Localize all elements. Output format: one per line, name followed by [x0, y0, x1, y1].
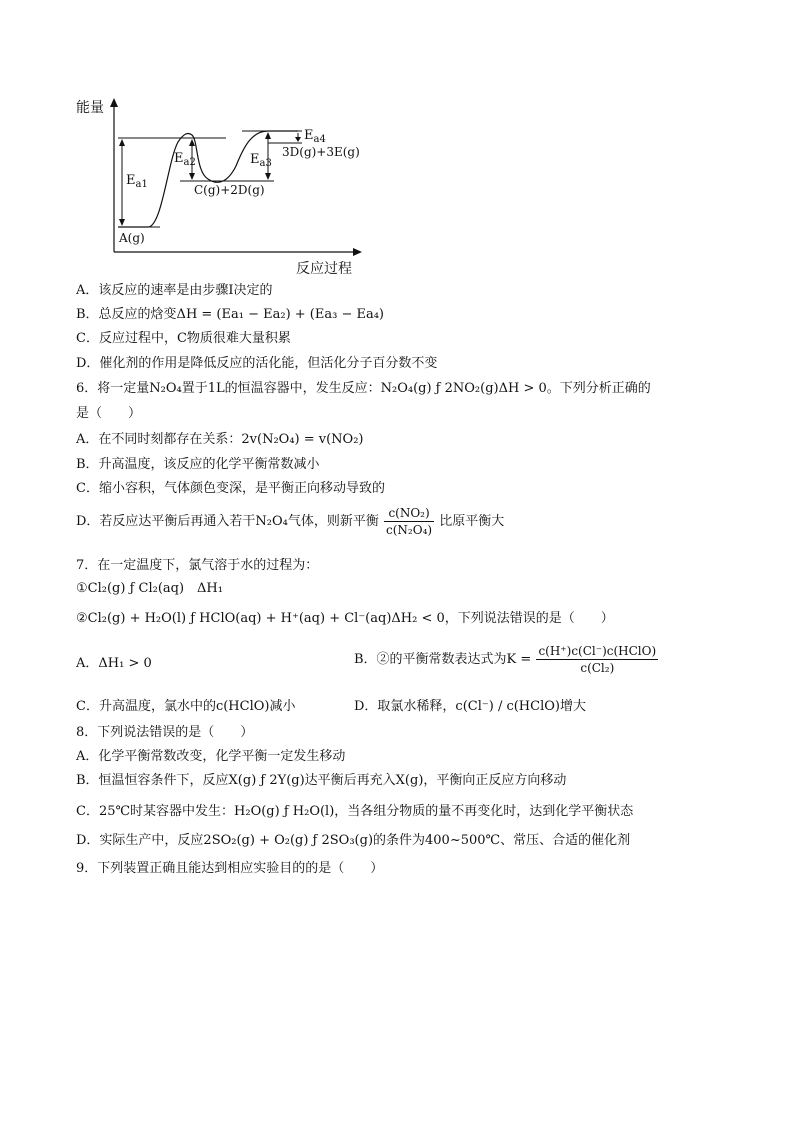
label-ea4: $E_{a4}$ [304, 128, 326, 145]
q7-option-b [354, 643, 659, 676]
q6-fraction-numerator: c(NO₂) [384, 505, 434, 522]
y-axis-arrow [110, 98, 118, 107]
q7-option-c: C．升高温度，氯水中的c(HClO)减小 [76, 699, 296, 714]
q5-option-c: C．反应过程中，C物质很难大量积累 [76, 331, 291, 346]
ea2-arrowhead-bottom [189, 173, 195, 180]
q5-option-a: A．该反应的速率是由步骤Ⅰ决定的 [76, 283, 273, 298]
q7-option-b-fraction [536, 643, 658, 676]
q7-option-b-pre: B．②的平衡常数表达式为K = [354, 652, 532, 667]
ea3-arrowhead-bottom [265, 173, 271, 180]
q7-equation-2: ②Cl₂(g) + H₂O(l) ƒ HClO(aq) + H⁺(aq) + Cl⁻(aq)ΔH₂ < 0，下列说法错误的是（ ） [76, 611, 614, 626]
ea4-arrowhead [295, 137, 301, 142]
x-axis-arrow [353, 248, 362, 256]
x-axis-label: 反应过程 [296, 261, 352, 277]
q7-fraction-denominator: c(Cl₂) [580, 661, 615, 675]
q6-option-b: B．升高温度，该反应的化学平衡常数减小 [76, 457, 320, 472]
q7-equation-1: ①Cl₂(g) ƒ Cl₂(aq) ΔH₁ [76, 581, 223, 596]
label-ea1: $E_{a1}$ [126, 173, 148, 190]
q8-option-b: B．恒温恒容条件下，反应X(g) ƒ 2Y(g)达平衡后再充入X(g)，平衡向正反应方向移动 [76, 773, 567, 788]
q7-fraction-numerator: c(H⁺)c(Cl⁻)c(HClO) [538, 644, 657, 658]
q6-option-c: C．缩小容积，气体颜色变深，是平衡正向移动导致的 [76, 481, 385, 496]
ea3-arrowhead-top [265, 132, 271, 139]
label-a-species: A(g) [119, 231, 145, 245]
label-c-species: C(g)+2D(g) [194, 183, 265, 197]
q8-option-a: A．化学平衡常数改变，化学平衡一定发生移动 [76, 749, 346, 764]
q9-stem: 9．下列装置正确且能达到相应实验目的的是（ ） [76, 861, 384, 876]
q7-stem: 7．在一定温度下，氯气溶于水的过程为： [76, 558, 319, 573]
q5-option-b: B．总反应的焓变ΔH = (Ea₁ − Ea₂) + (Ea₃ − Ea₄) [76, 307, 385, 322]
label-ea3: $E_{a3}$ [250, 152, 272, 169]
q6-option-d-post: 比原平衡大 [439, 514, 505, 529]
q6-fraction-denominator: c(N₂O₄) [386, 523, 433, 537]
q8-option-c: C．25℃时某容器中发生：H₂O(g) ƒ H₂O(l)，当各组分物质的量不再变化时，达到化学平衡状态 [76, 804, 634, 819]
q8-option-d: D．实际生产中，反应2SO₂(g) + O₂(g) ƒ 2SO₃(g)的条件为400~500℃、常压、合适的催化剂 [76, 833, 631, 848]
q5-option-d: D．催化剂的作用是降低反应的活化能，但活化分子百分数不变 [76, 356, 438, 371]
q8-stem: 8．下列说法错误的是（ ） [76, 725, 254, 740]
q6-stem-line2: 是（ ） [76, 406, 142, 421]
q7-option-a: A．ΔH₁ > 0 [76, 656, 152, 671]
label-ea2: $E_{a2}$ [174, 151, 196, 168]
q6-option-d-pre: D．若反应达平衡后再通入若干N₂O₄气体，则新平衡 [76, 514, 379, 529]
q6-option-d [76, 505, 504, 538]
q6-stem-line1: 6．将一定量N₂O₄置于1L的恒温容器中，发生反应：N₂O₄(g) ƒ 2NO₂(g)ΔH > 0。下列分析正确的 [76, 381, 651, 396]
label-e-species: 3D(g)+3E(g) [282, 145, 360, 159]
q6-option-a: A．在不同时刻都存在关系：2v(N₂O₄) = v(NO₂) [76, 432, 364, 447]
q6-option-d-fraction [384, 505, 434, 538]
ea1-arrowhead-top [119, 139, 125, 146]
energy-profile-diagram [0, 0, 794, 290]
y-axis-label: 能量 [76, 100, 104, 116]
ea1-arrowhead-bottom [119, 219, 125, 226]
q7-option-d: D．取氯水稀释，c(Cl⁻) / c(HClO)增大 [354, 699, 586, 714]
